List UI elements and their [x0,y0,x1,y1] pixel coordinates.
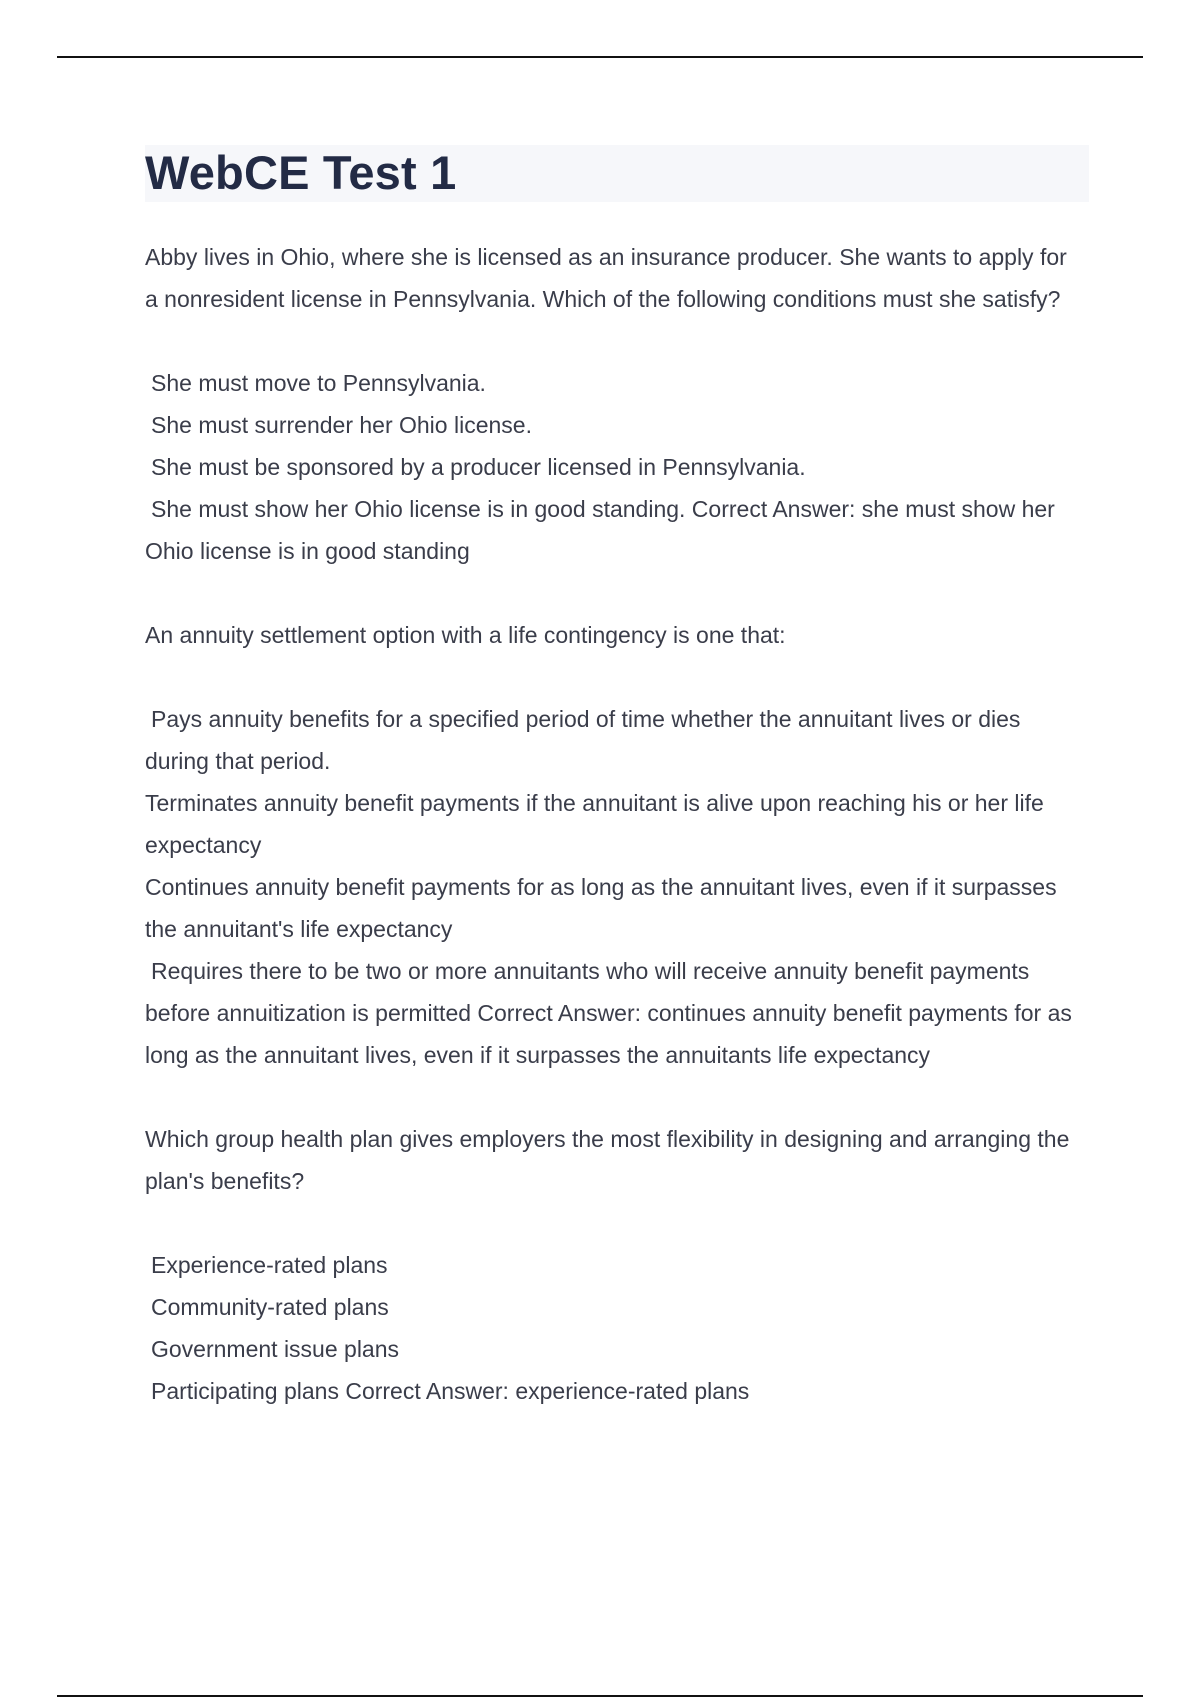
question-block [145,614,1085,1076]
question-text: Abby lives in Ohio, where she is licensed as an insurance producer. She wants to apply for a nonresident license in Pennsylvania. Which of the following conditions must she satisfy? [145,244,1067,312]
top-rule [57,56,1143,58]
question-block [145,1118,1085,1412]
answer-option: She must be sponsored by a producer licensed in Pennsylvania. [151,454,806,480]
bottom-rule [57,1695,1143,1697]
answer-option: She must move to Pennsylvania. [151,370,486,396]
document-body [145,236,1085,1412]
answer-option: Experience-rated plans [151,1252,388,1278]
document-title: WebCE Test 1 [145,146,457,199]
answer-option-with-correct-answer: Participating plans Correct Answer: experience-rated plans [151,1378,750,1404]
answer-option-with-correct-answer: She must show her Ohio license is in good standing. Correct Answer: she must show her Ohio license is in good standing [145,496,1055,564]
answer-option: Pays annuity benefits for a specified period of time whether the annuitant lives or dies during that period. [145,706,1021,774]
question-block [145,236,1085,572]
answer-option: Continues annuity benefit payments for as long as the annuitant lives, even if it surpasses the annuitant's life expectancy [145,874,1057,942]
answer-option-with-correct-answer: Requires there to be two or more annuitants who will receive annuity benefit payments before annuitization is permitted Correct Answer: continues annuity benefit payments for as long as the annuitant lives, even if it surpasses the annuitants life expectancy [145,958,1072,1068]
answer-option: Community-rated plans [151,1294,389,1320]
answer-option: Government issue plans [151,1336,400,1362]
question-text: An annuity settlement option with a life contingency is one that: [145,622,786,648]
question-text: Which group health plan gives employers the most flexibility in designing and arranging the plan's benefits? [145,1126,1070,1194]
answer-option: She must surrender her Ohio license. [151,412,532,438]
answer-option: Terminates annuity benefit payments if the annuitant is alive upon reaching his or her life expectancy [145,790,1044,858]
